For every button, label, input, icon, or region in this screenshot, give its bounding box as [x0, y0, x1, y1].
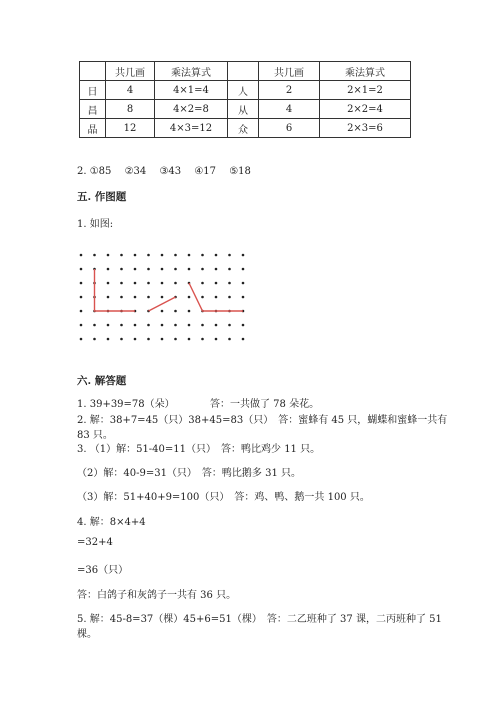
table-cell: 4×2=8	[155, 100, 228, 119]
grid-dot	[161, 254, 164, 257]
grid-dot	[80, 268, 83, 271]
grid-dot	[147, 282, 150, 285]
grid-dot	[188, 310, 191, 313]
table-cell: 2×3=6	[320, 119, 411, 138]
grid-dot	[215, 282, 218, 285]
table-cell: 日	[80, 81, 106, 100]
grid-dot	[107, 338, 110, 341]
grid-dot	[228, 324, 231, 327]
grid-dot	[147, 338, 150, 341]
answer-4-result: 答：白鸽子和灰鸽子一共有 36 只。	[77, 590, 237, 601]
grid-dot	[201, 338, 204, 341]
grid-dot	[242, 296, 245, 299]
grid-dot	[201, 254, 204, 257]
grid-dot	[80, 338, 83, 341]
table-cell: 12	[106, 119, 155, 138]
grid-dot	[188, 268, 191, 271]
drawing-intro: 1. 如图:	[77, 219, 114, 230]
table-cell: 2×2=4	[320, 100, 411, 119]
grid-dot	[147, 296, 150, 299]
grid-dot	[174, 268, 177, 271]
grid-dot	[242, 282, 245, 285]
grid-dot	[174, 324, 177, 327]
answer-4-step1: 4. 解：8×4+4	[77, 517, 146, 528]
answer-q2: 2. ①85 ②34 ③43 ④17 ⑤18	[77, 166, 251, 177]
grid-dot	[242, 268, 245, 271]
figure-short-slope	[149, 297, 176, 311]
grid-dot	[147, 324, 150, 327]
answer-3-part3: （3）解：51+40+9=100（只） 答：鸡、鸭、鹅一共 100 只。	[77, 492, 370, 503]
table-cell: 8	[106, 100, 155, 119]
section-title-solutions: 六. 解答题	[77, 375, 127, 387]
grid-dot	[120, 282, 123, 285]
grid-dot	[107, 282, 110, 285]
dot-grid	[80, 254, 245, 341]
grid-dot	[120, 296, 123, 299]
grid-dot	[93, 338, 96, 341]
grid-dot	[228, 254, 231, 257]
grid-dot	[174, 254, 177, 257]
grid-dot	[134, 268, 137, 271]
answer-5-line1: 5. 解：45-8=37（棵）45+6=51（棵） 答：二乙班种了 37 课，二丙班种了 51	[77, 614, 442, 625]
grid-dot	[80, 254, 83, 257]
table-cell: 4×3=12	[155, 119, 228, 138]
grid-dot	[147, 268, 150, 271]
answer-1-calc: 1. 39+39=78（朵）	[77, 399, 175, 410]
table-cell: 众	[228, 119, 259, 138]
table-cell: 从	[228, 100, 259, 119]
table-header-cell: 乘法算式	[320, 62, 411, 81]
table-header-cell: 乘法算式	[155, 62, 228, 81]
table-cell: 晶	[80, 119, 106, 138]
grid-dot	[120, 324, 123, 327]
answer-3-part2: （2）解：40-9=31（只） 答：鸭比鹅多 31 只。	[77, 468, 302, 479]
answer-4-step2: =32+4	[77, 537, 113, 548]
grid-dot	[80, 296, 83, 299]
answer-5-line2: 棵。	[77, 629, 97, 640]
table-cell: 人	[228, 81, 259, 100]
grid-dot	[215, 324, 218, 327]
grid-dot	[174, 310, 177, 313]
grid-dot	[80, 310, 83, 313]
grid-dot	[242, 324, 245, 327]
answer-2-line1: 2. 解：38+7=45（只）38+45=83（只） 答：蜜蜂有 45 只，蝴蝶和蜜蜂一共有	[77, 415, 448, 426]
grid-dot	[134, 324, 137, 327]
table-cell: 4	[259, 100, 320, 119]
grid-dot	[242, 338, 245, 341]
table-cell: 2	[259, 81, 320, 100]
grid-dot	[188, 338, 191, 341]
grid-dot	[120, 268, 123, 271]
grid-dot	[215, 338, 218, 341]
grid-dot	[134, 338, 137, 341]
grid-dot	[201, 296, 204, 299]
drawn-figures	[95, 269, 244, 311]
grid-dot	[161, 282, 164, 285]
table-cell: 6	[259, 119, 320, 138]
grid-dot	[242, 254, 245, 257]
grid-dot	[188, 324, 191, 327]
grid-dot	[188, 254, 191, 257]
grid-dot	[134, 254, 137, 257]
grid-dot	[228, 296, 231, 299]
grid-dot	[80, 282, 83, 285]
answer-3-part1: 3. （1）解：51-40=11（只） 答：鸭比鸡少 11 只。	[77, 444, 321, 455]
answer-4-step3: =36（只）	[77, 565, 129, 576]
grid-dot	[201, 268, 204, 271]
grid-dot	[147, 254, 150, 257]
grid-dot	[134, 296, 137, 299]
table-cell: 4	[106, 81, 155, 100]
grid-dot	[93, 254, 96, 257]
grid-dot	[161, 338, 164, 341]
grid-dot	[161, 310, 164, 313]
answer-1-result: 答：一共做了 78 朵花。	[210, 399, 320, 410]
grid-dot	[120, 338, 123, 341]
answer-2-line2: 83 只。	[77, 430, 113, 441]
grid-dot	[215, 296, 218, 299]
table-header-cell: 共几画	[259, 62, 320, 81]
grid-dot	[228, 268, 231, 271]
section-title-drawing: 五. 作图题	[77, 191, 127, 203]
grid-dot	[93, 324, 96, 327]
grid-dot	[134, 282, 137, 285]
grid-dot	[174, 282, 177, 285]
grid-dot	[120, 254, 123, 257]
grid-dot	[107, 268, 110, 271]
grid-dot	[228, 282, 231, 285]
grid-dot	[107, 324, 110, 327]
grid-dot	[201, 324, 204, 327]
table-cell: 4×1=4	[155, 81, 228, 100]
table-cell: 昌	[80, 100, 106, 119]
grid-dot	[107, 254, 110, 257]
grid-dot	[228, 338, 231, 341]
grid-dot	[161, 296, 164, 299]
grid-dot	[201, 282, 204, 285]
table-header-cell: 共几画	[106, 62, 155, 81]
grid-dot	[107, 296, 110, 299]
grid-dot	[161, 268, 164, 271]
grid-dot	[161, 324, 164, 327]
grid-dot	[188, 296, 191, 299]
figure-right-angle	[95, 269, 136, 311]
grid-dot	[215, 254, 218, 257]
table-cell: 2×1=2	[320, 81, 411, 100]
grid-dot	[80, 324, 83, 327]
grid-dot	[215, 268, 218, 271]
grid-dot	[174, 338, 177, 341]
